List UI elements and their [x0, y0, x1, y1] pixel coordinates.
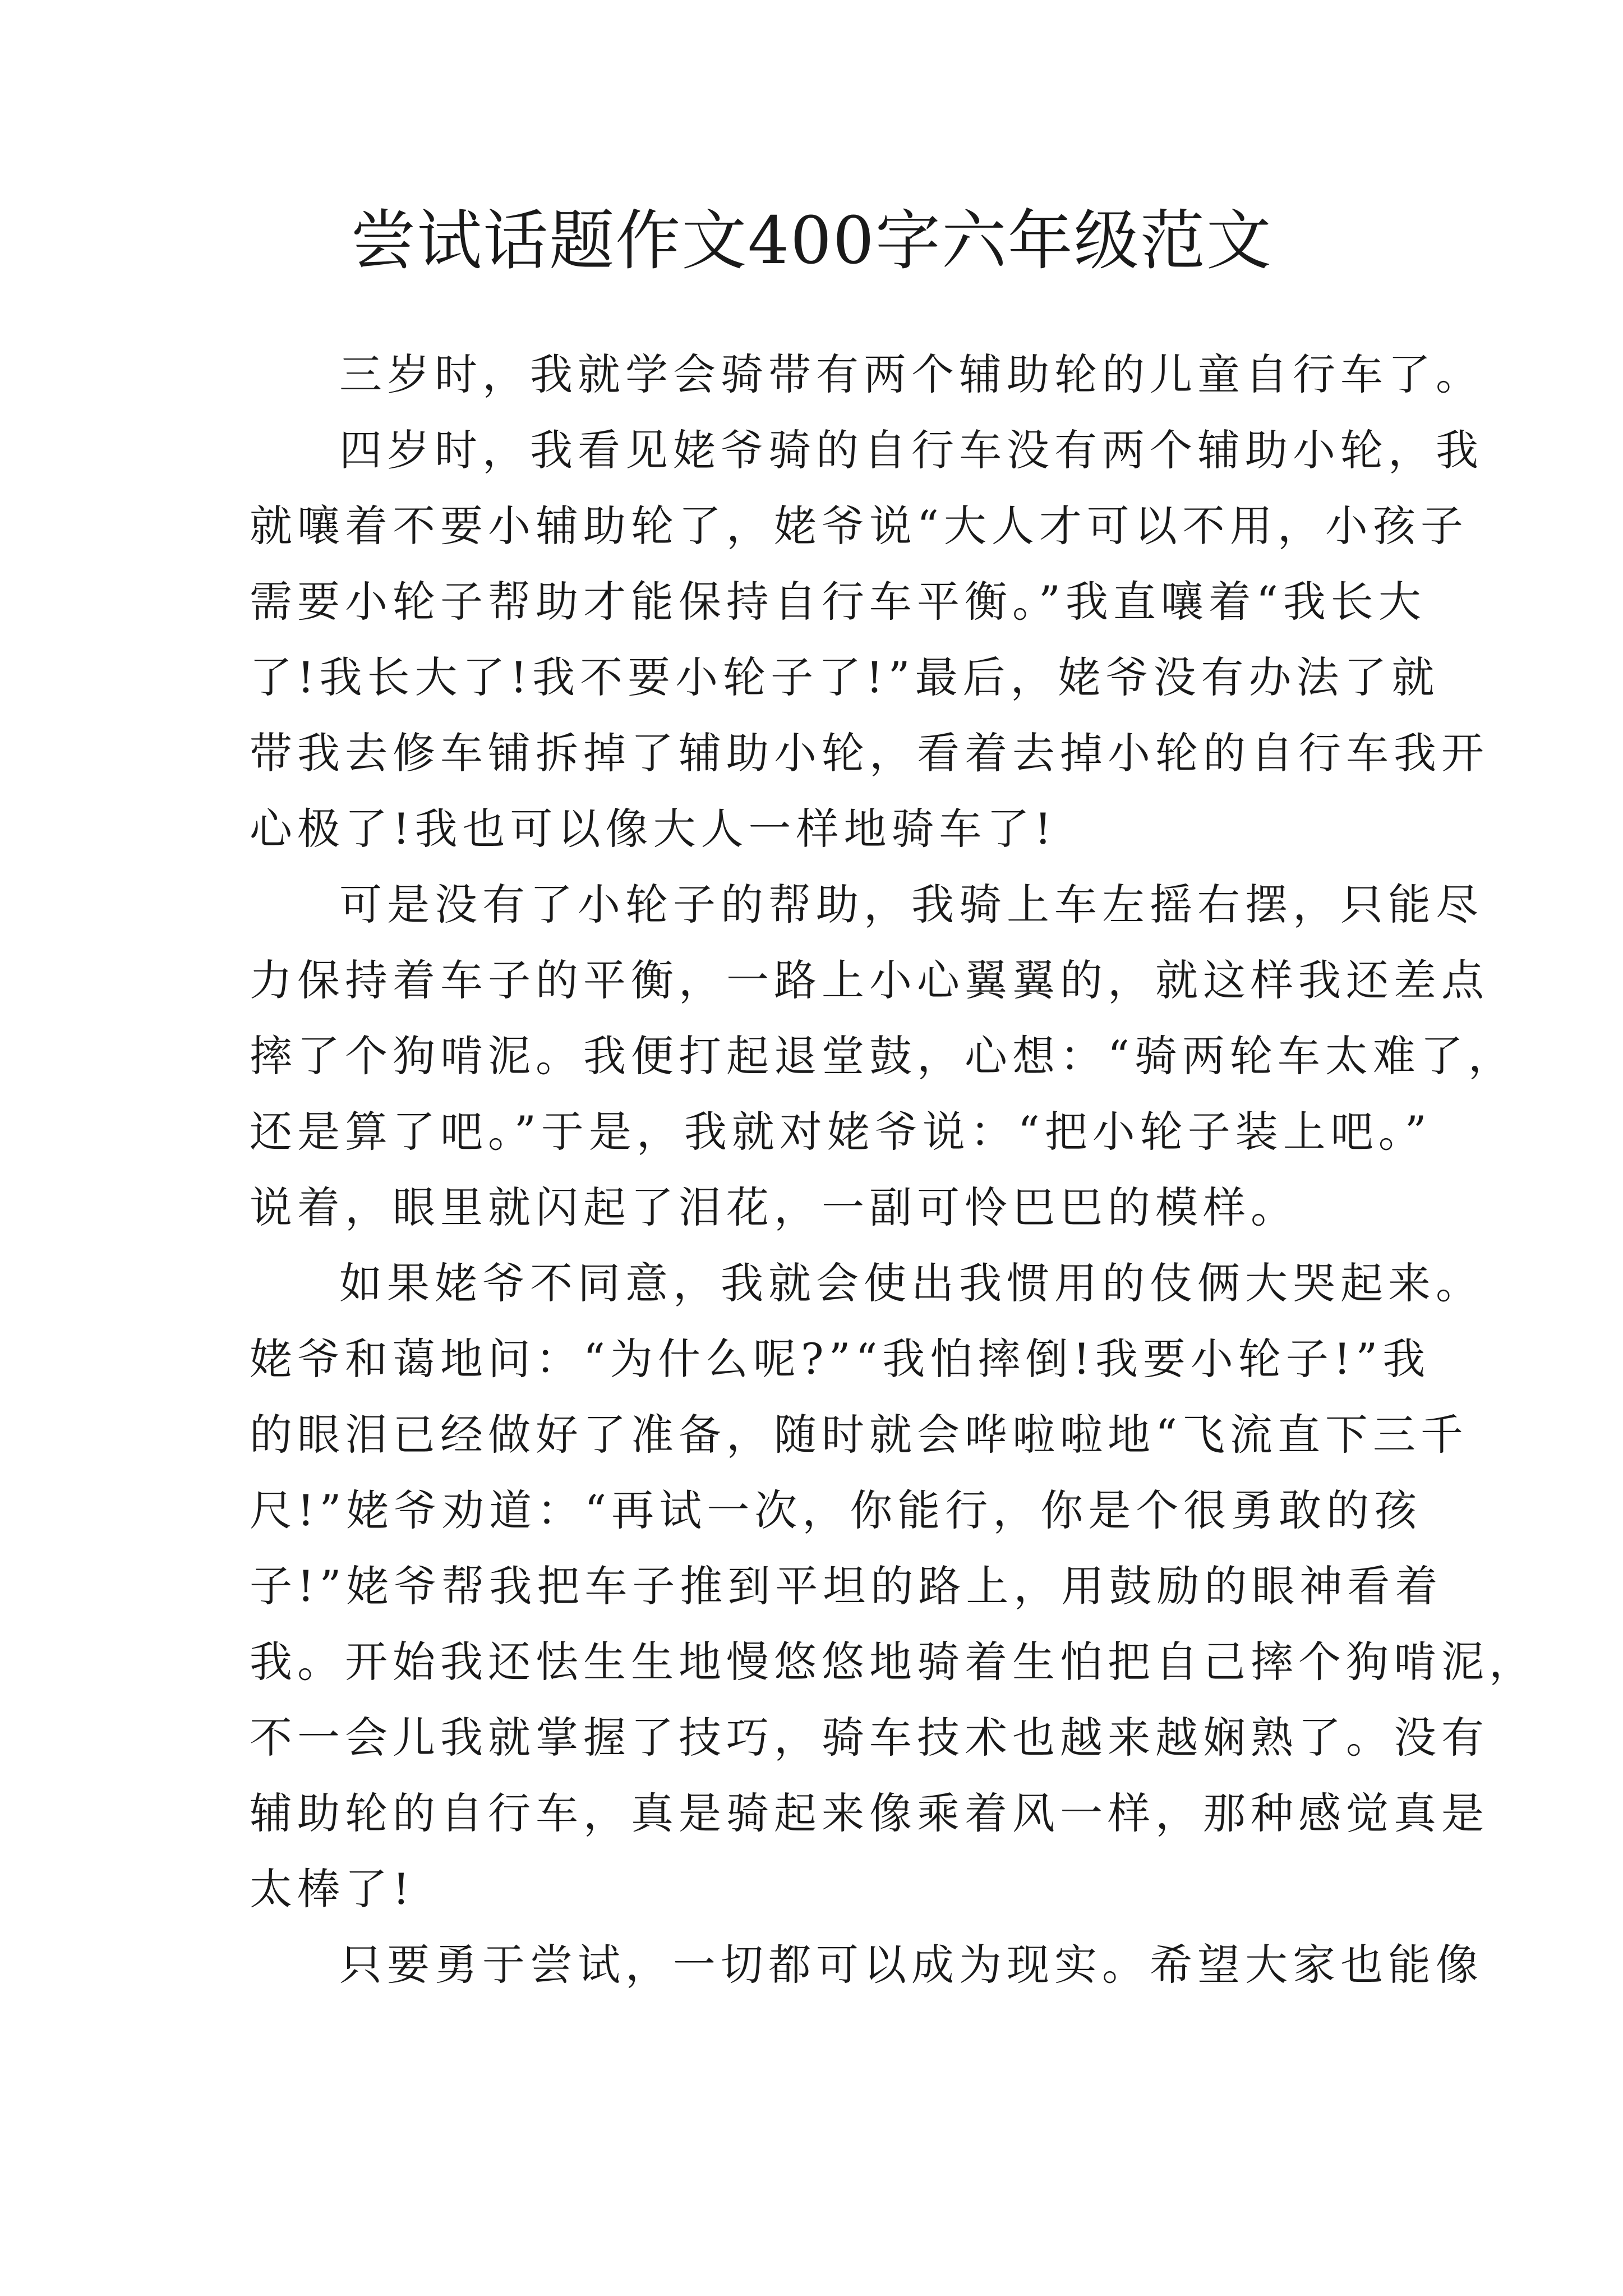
text-line: 还是算了吧。”于是，我就对姥爷说：“把小轮子装上吧。”	[250, 1107, 1432, 1157]
text-line: 四岁时，我看见姥爷骑的自行车没有两个辅助小轮，我	[339, 425, 1483, 475]
text-line: 需要小轮子帮助才能保持自行车平衡。”我直嚷着“我长大	[250, 577, 1426, 627]
text-line: 带我去修车铺拆掉了辅助小轮，看着去掉小轮的自行车我开	[250, 728, 1489, 778]
text-line: 了!我长大了!我不要小轮子了!”最后，姥爷没有办法了就	[250, 652, 1440, 702]
text-line: 摔了个狗啃泥。我便打起退堂鼓，心想：“骑两轮车太难了，	[250, 1031, 1516, 1081]
text-line: 说着，眼里就闪起了泪花，一副可怜巴巴的模样。	[250, 1182, 1298, 1232]
text-line: 如果姥爷不同意，我就会使出我惯用的伎俩大哭起来。	[339, 1258, 1483, 1308]
text-line: 子!”姥爷帮我把车子推到平坦的路上，用鼓励的眼神看着	[250, 1561, 1443, 1611]
text-line: 太棒了!	[250, 1864, 415, 1914]
text-line: 力保持着车子的平衡，一路上小心翼翼的，就这样我还差点	[250, 955, 1489, 1005]
document-title: 尝试话题作文400字六年级范文	[351, 203, 1272, 279]
text-line: 就嚷着不要小辅助轮了，姥爷说“大人才可以不用，小孩子	[250, 501, 1468, 551]
text-line: 不一会儿我就掌握了技巧，骑车技术也越来越娴熟了。没有	[250, 1713, 1489, 1763]
text-line: 三岁时，我就学会骑带有两个辅助轮的儿童自行车了。	[339, 349, 1483, 399]
text-line: 心极了!我也可以像大人一样地骑车了!	[250, 804, 1057, 854]
text-line: 姥爷和蔼地问：“为什么呢?”“我怕摔倒!我要小轮子!”我	[250, 1334, 1431, 1384]
text-line: 只要勇于尝试，一切都可以成为现实。希望大家也能像	[339, 1940, 1483, 1990]
text-line: 辅助轮的自行车，真是骑起来像乘着风一样，那种感觉真是	[250, 1788, 1489, 1838]
text-line: 尺!”姥爷劝道：“再试一次，你能行，你是个很勇敢的孩	[250, 1485, 1422, 1535]
text-line: 可是没有了小轮子的帮助，我骑上车左摇右摆，只能尽	[339, 880, 1483, 930]
text-line: 我。开始我还怯生生地慢悠悠地骑着生怕把自己摔个狗啃泥，	[250, 1637, 1537, 1687]
document-body	[250, 337, 1537, 2003]
text-line: 的眼泪已经做好了准备，随时就会哗啦啦地“飞流直下三千	[250, 1410, 1468, 1460]
